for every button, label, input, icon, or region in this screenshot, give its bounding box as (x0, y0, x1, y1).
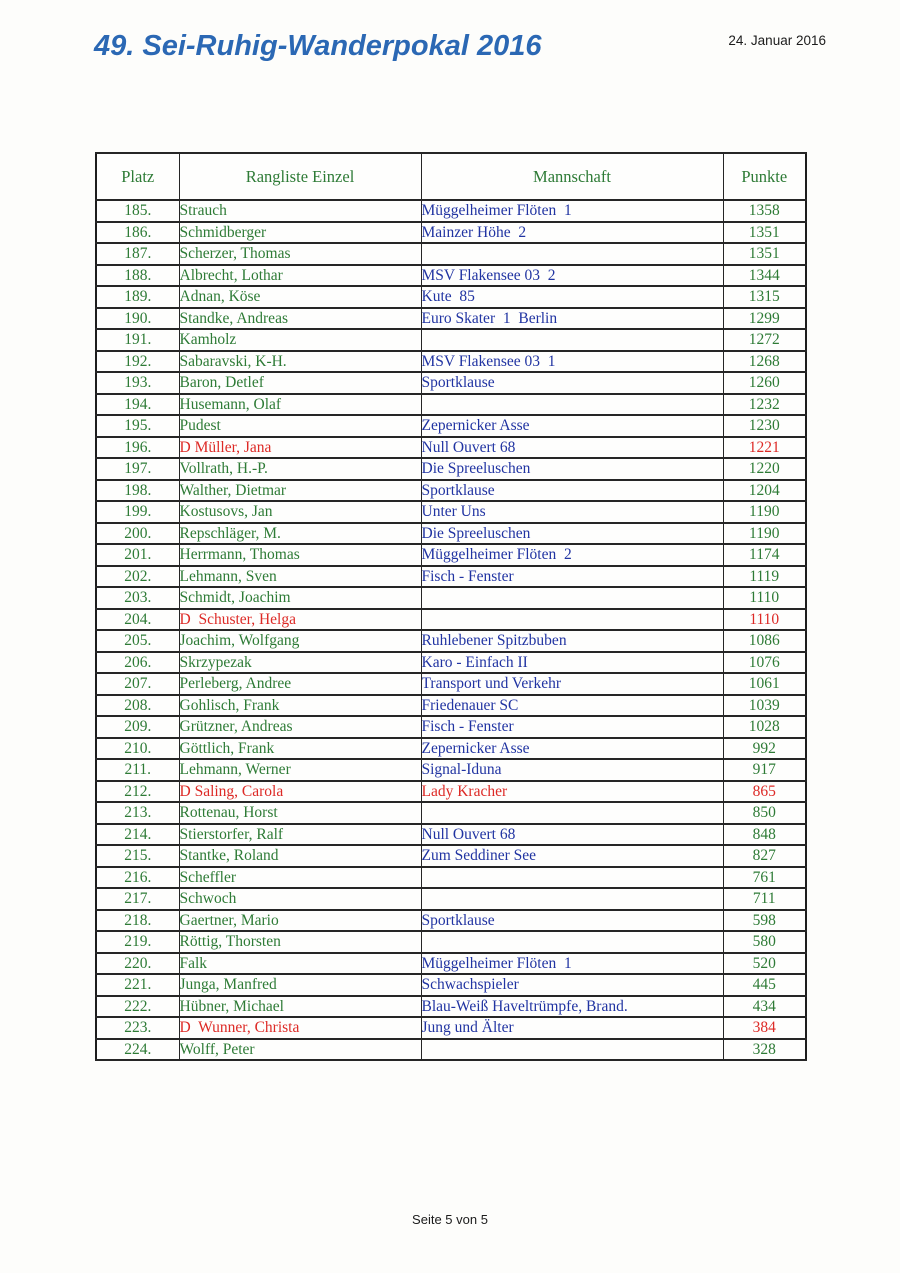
rank-cell: 208. (96, 695, 179, 717)
rank-cell: 192. (96, 351, 179, 373)
table-row (96, 200, 806, 222)
player-cell: Gohlisch, Frank (179, 695, 421, 717)
rank-cell: 214. (96, 824, 179, 846)
points-cell: 598 (723, 910, 806, 932)
page-title: 49. Sei-Ruhig-Wanderpokal 2016 (94, 30, 542, 62)
player-cell: Baron, Detlef (179, 372, 421, 394)
table-row (96, 1017, 806, 1039)
table-row (96, 974, 806, 996)
rank-cell: 212. (96, 781, 179, 803)
team-cell: Euro Skater 1 Berlin (421, 308, 723, 330)
points-cell: 1204 (723, 480, 806, 502)
table-row (96, 329, 806, 351)
rank-cell: 201. (96, 544, 179, 566)
player-cell: Sabaravski, K-H. (179, 351, 421, 373)
points-cell: 384 (723, 1017, 806, 1039)
points-cell: 850 (723, 802, 806, 824)
table-row (96, 523, 806, 545)
team-cell: Ruhlebener Spitzbuben (421, 630, 723, 652)
points-cell: 1351 (723, 222, 806, 244)
rank-cell: 196. (96, 437, 179, 459)
document-date: 24. Januar 2016 (728, 33, 826, 48)
table-row (96, 738, 806, 760)
team-cell: Fisch - Fenster (421, 566, 723, 588)
rank-cell: 219. (96, 931, 179, 953)
player-cell: Stantke, Roland (179, 845, 421, 867)
player-cell: Falk (179, 953, 421, 975)
table-row (96, 824, 806, 846)
team-cell: Müggelheimer Flöten 1 (421, 200, 723, 222)
points-cell: 1086 (723, 630, 806, 652)
rank-cell: 199. (96, 501, 179, 523)
table-row (96, 394, 806, 416)
team-cell: MSV Flakensee 03 2 (421, 265, 723, 287)
table-row (96, 458, 806, 480)
team-cell: Müggelheimer Flöten 2 (421, 544, 723, 566)
player-cell: Schmidt, Joachim (179, 587, 421, 609)
table-row (96, 845, 806, 867)
points-cell: 1119 (723, 566, 806, 588)
points-cell: 1268 (723, 351, 806, 373)
points-cell: 1358 (723, 200, 806, 222)
table-row (96, 544, 806, 566)
team-cell: Kute 85 (421, 286, 723, 308)
player-cell: Standke, Andreas (179, 308, 421, 330)
points-cell: 328 (723, 1039, 806, 1061)
player-cell: Scheffler (179, 867, 421, 889)
rank-cell: 193. (96, 372, 179, 394)
player-cell: Perleberg, Andree (179, 673, 421, 695)
team-cell: Sportklause (421, 910, 723, 932)
team-cell: Die Spreeluschen (421, 458, 723, 480)
team-cell: Zepernicker Asse (421, 738, 723, 760)
rank-cell: 204. (96, 609, 179, 631)
points-cell: 1190 (723, 523, 806, 545)
player-cell: Strauch (179, 200, 421, 222)
rank-cell: 215. (96, 845, 179, 867)
table-row (96, 630, 806, 652)
team-cell: Signal-Iduna (421, 759, 723, 781)
rank-cell: 223. (96, 1017, 179, 1039)
table-row (96, 1039, 806, 1061)
team-cell: Zum Seddiner See (421, 845, 723, 867)
table-row (96, 867, 806, 889)
team-cell (421, 867, 723, 889)
column-header-rangliste-einzel: Rangliste Einzel (179, 153, 421, 200)
points-cell: 1220 (723, 458, 806, 480)
table-row (96, 888, 806, 910)
team-cell: Die Spreeluschen (421, 523, 723, 545)
team-cell: Sportklause (421, 480, 723, 502)
player-cell: Scherzer, Thomas (179, 243, 421, 265)
player-cell: Repschläger, M. (179, 523, 421, 545)
points-cell: 1315 (723, 286, 806, 308)
rank-cell: 185. (96, 200, 179, 222)
team-cell: Mainzer Höhe 2 (421, 222, 723, 244)
rank-cell: 224. (96, 1039, 179, 1061)
points-cell: 761 (723, 867, 806, 889)
points-cell: 1039 (723, 695, 806, 717)
player-cell: Pudest (179, 415, 421, 437)
rank-cell: 205. (96, 630, 179, 652)
team-cell: Müggelheimer Flöten 1 (421, 953, 723, 975)
rank-cell: 195. (96, 415, 179, 437)
team-cell: Blau-Weiß Haveltrümpfe, Brand. (421, 996, 723, 1018)
points-cell: 711 (723, 888, 806, 910)
table-header-row (96, 153, 806, 200)
team-cell: Schwachspieler (421, 974, 723, 996)
player-cell: Skrzypezak (179, 652, 421, 674)
team-cell (421, 394, 723, 416)
rank-cell: 187. (96, 243, 179, 265)
points-cell: 1232 (723, 394, 806, 416)
rank-cell: 198. (96, 480, 179, 502)
table-row (96, 501, 806, 523)
player-cell: Albrecht, Lothar (179, 265, 421, 287)
rank-cell: 203. (96, 587, 179, 609)
player-cell: Gaertner, Mario (179, 910, 421, 932)
team-cell: Transport und Verkehr (421, 673, 723, 695)
table-row (96, 480, 806, 502)
table-row (96, 415, 806, 437)
column-header-platz: Platz (96, 153, 179, 200)
points-cell: 1272 (723, 329, 806, 351)
points-cell: 917 (723, 759, 806, 781)
team-cell (421, 931, 723, 953)
table-row (96, 609, 806, 631)
table-row (96, 673, 806, 695)
player-cell: Rottenau, Horst (179, 802, 421, 824)
rank-cell: 217. (96, 888, 179, 910)
points-cell: 445 (723, 974, 806, 996)
points-cell: 865 (723, 781, 806, 803)
team-cell: Karo - Einfach II (421, 652, 723, 674)
table-row (96, 308, 806, 330)
player-cell: Stierstorfer, Ralf (179, 824, 421, 846)
player-cell: Junga, Manfred (179, 974, 421, 996)
player-cell: Lehmann, Werner (179, 759, 421, 781)
player-cell: Joachim, Wolfgang (179, 630, 421, 652)
rank-cell: 186. (96, 222, 179, 244)
rank-cell: 202. (96, 566, 179, 588)
player-cell: D Schuster, Helga (179, 609, 421, 631)
table-row (96, 759, 806, 781)
team-cell (421, 243, 723, 265)
player-cell: Adnan, Köse (179, 286, 421, 308)
player-cell: Wolff, Peter (179, 1039, 421, 1061)
points-cell: 1190 (723, 501, 806, 523)
column-header-mannschaft: Mannschaft (421, 153, 723, 200)
team-cell: MSV Flakensee 03 1 (421, 351, 723, 373)
team-cell: Lady Kracher (421, 781, 723, 803)
team-cell: Sportklause (421, 372, 723, 394)
table-row (96, 953, 806, 975)
player-cell: D Saling, Carola (179, 781, 421, 803)
team-cell (421, 329, 723, 351)
player-cell: Walther, Dietmar (179, 480, 421, 502)
team-cell (421, 888, 723, 910)
points-cell: 1230 (723, 415, 806, 437)
player-cell: Röttig, Thorsten (179, 931, 421, 953)
points-cell: 827 (723, 845, 806, 867)
table-row (96, 695, 806, 717)
table-row (96, 243, 806, 265)
points-cell: 1061 (723, 673, 806, 695)
rank-cell: 210. (96, 738, 179, 760)
player-cell: D Wunner, Christa (179, 1017, 421, 1039)
table-row (96, 910, 806, 932)
points-cell: 1110 (723, 609, 806, 631)
points-cell: 1260 (723, 372, 806, 394)
team-cell (421, 802, 723, 824)
team-cell: Jung und Älter (421, 1017, 723, 1039)
player-cell: Grützner, Andreas (179, 716, 421, 738)
table-row (96, 652, 806, 674)
table-row (96, 222, 806, 244)
table-row (96, 781, 806, 803)
rank-cell: 222. (96, 996, 179, 1018)
team-cell: Unter Uns (421, 501, 723, 523)
table-row (96, 265, 806, 287)
points-cell: 1351 (723, 243, 806, 265)
player-cell: Hübner, Michael (179, 996, 421, 1018)
team-cell: Null Ouvert 68 (421, 437, 723, 459)
table-row (96, 286, 806, 308)
points-cell: 992 (723, 738, 806, 760)
rank-cell: 209. (96, 716, 179, 738)
player-cell: Kamholz (179, 329, 421, 351)
rank-cell: 206. (96, 652, 179, 674)
team-cell: Null Ouvert 68 (421, 824, 723, 846)
rank-cell: 221. (96, 974, 179, 996)
table-row (96, 931, 806, 953)
rank-cell: 216. (96, 867, 179, 889)
points-cell: 848 (723, 824, 806, 846)
player-cell: Herrmann, Thomas (179, 544, 421, 566)
rank-cell: 200. (96, 523, 179, 545)
points-cell: 1344 (723, 265, 806, 287)
points-cell: 520 (723, 953, 806, 975)
table-row (96, 996, 806, 1018)
points-cell: 1174 (723, 544, 806, 566)
points-cell: 434 (723, 996, 806, 1018)
points-cell: 1110 (723, 587, 806, 609)
player-cell: Schmidberger (179, 222, 421, 244)
rank-cell: 220. (96, 953, 179, 975)
team-cell: Zepernicker Asse (421, 415, 723, 437)
rank-cell: 211. (96, 759, 179, 781)
rank-cell: 194. (96, 394, 179, 416)
rank-cell: 218. (96, 910, 179, 932)
points-cell: 1221 (723, 437, 806, 459)
points-cell: 1028 (723, 716, 806, 738)
player-cell: Kostusovs, Jan (179, 501, 421, 523)
team-cell (421, 1039, 723, 1061)
table-row (96, 566, 806, 588)
results-table (95, 152, 807, 1061)
column-header-punkte: Punkte (723, 153, 806, 200)
player-cell: Göttlich, Frank (179, 738, 421, 760)
rank-cell: 191. (96, 329, 179, 351)
rank-cell: 213. (96, 802, 179, 824)
table-row (96, 587, 806, 609)
team-cell: Fisch - Fenster (421, 716, 723, 738)
rank-cell: 197. (96, 458, 179, 480)
table-row (96, 716, 806, 738)
team-cell: Friedenauer SC (421, 695, 723, 717)
rank-cell: 189. (96, 286, 179, 308)
table-row (96, 437, 806, 459)
table-row (96, 372, 806, 394)
player-cell: Vollrath, H.-P. (179, 458, 421, 480)
table-row (96, 351, 806, 373)
points-cell: 1299 (723, 308, 806, 330)
points-cell: 1076 (723, 652, 806, 674)
player-cell: D Müller, Jana (179, 437, 421, 459)
team-cell (421, 609, 723, 631)
table-row (96, 802, 806, 824)
rank-cell: 190. (96, 308, 179, 330)
player-cell: Husemann, Olaf (179, 394, 421, 416)
rank-cell: 188. (96, 265, 179, 287)
points-cell: 580 (723, 931, 806, 953)
player-cell: Lehmann, Sven (179, 566, 421, 588)
player-cell: Schwoch (179, 888, 421, 910)
team-cell (421, 587, 723, 609)
page-number: Seite 5 von 5 (412, 1212, 488, 1227)
rank-cell: 207. (96, 673, 179, 695)
